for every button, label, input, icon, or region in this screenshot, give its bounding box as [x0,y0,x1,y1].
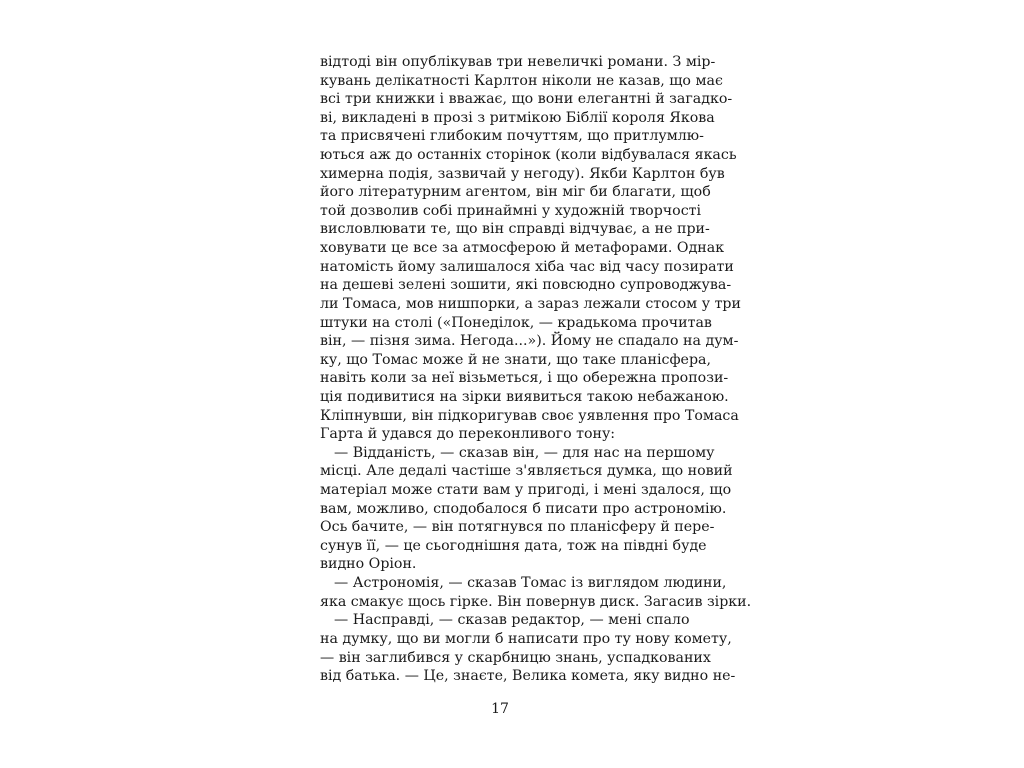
text-line: — він заглибився у скарбницю знань, успадкованих [320,649,711,666]
text-line: його літературним агентом, він міг би благати, щоб [320,184,711,201]
text-line: відтоді він опублікував три невеличкі романи. З мір- [320,54,716,70]
text-line: штуки на столі («Понеділок, — крадькома прочитав [320,314,712,331]
text-line: ли Томаса, мов нишпорки, а зараз лежали стосом у три [320,295,741,312]
page-number: 17 [491,701,509,717]
text-line: вам, можливо, сподобалося б писати про астрономію. [320,500,727,517]
text-line: натомість йому залишалося хіба час від часу позирати [320,258,734,275]
text-line: він, — пізня зима. Негода...»). Йому не спадало на дум- [320,333,739,350]
text-line: місці. Але дедалі частіше з'являється думка, що новий [320,463,733,480]
text-line: — Відданість, — сказав він, — для нас на першому [334,444,715,461]
text-line: ховувати це все за атмосферою й метафорами. Однак [320,240,725,257]
text-line: на дешеві зелені зошити, які повсюдно супроводжува- [320,277,732,294]
text-line: яка смакує щось гірке. Він повернув диск. Загасив зірки. [320,593,752,610]
text-line: Кліпнувши, він підкоригував своє уявлення про Томаса [320,407,739,424]
text-line: сунув її, — це сьогоднішня дата, тож на півдні буде [320,537,707,554]
text-line: матеріал може стати вам у пригоді, і мені здалося, що [320,482,732,499]
text-line: — Насправді, — сказав редактор, — мені спало [334,612,690,629]
text-line: Гарта й удався до переконливого тону: [320,426,616,443]
text-line: химерна подія, зазвичай у негоду). Якби Карлтон був [320,165,725,182]
text-line: ються аж до останніх сторінок (коли відбувалася якась [320,147,737,164]
text-line: ція подивитися на зірки виявиться такою небажаною. [320,388,729,405]
text-line: той дозволив собі принаймні у художній творчості [320,202,702,219]
text-line: висловлювати те, що він справді відчуває, а не при- [320,221,710,238]
text-line: видно Оріон. [320,556,417,573]
body-text [320,53,752,686]
text-line: всі три книжки і вважає, що вони елегантні й загадко- [320,91,733,108]
text-line: на думку, що ви могли б написати про ту нову комету, [320,630,732,647]
text-line: Ось бачите, — він потягнувся по планісферу й пере- [320,519,715,536]
text-line: — Астрономія, — сказав Томас із виглядом людини, [334,575,727,592]
text-line: ві, викладені в прозі з ритмікою Біблії короля Якова [320,109,715,126]
text-line: та присвячені глибоким почуттям, що притлумлю- [320,128,704,145]
text-line: кувань делікатності Карлтон ніколи не казав, що має [320,72,723,89]
text-line: від батька. — Це, знаєте, Велика комета, яку видно не- [320,668,736,685]
text-line: ку, що Томас може й не знати, що таке планісфера, [320,351,712,368]
text-line: навіть коли за неї візьметься, і що обережна пропози- [320,370,729,387]
